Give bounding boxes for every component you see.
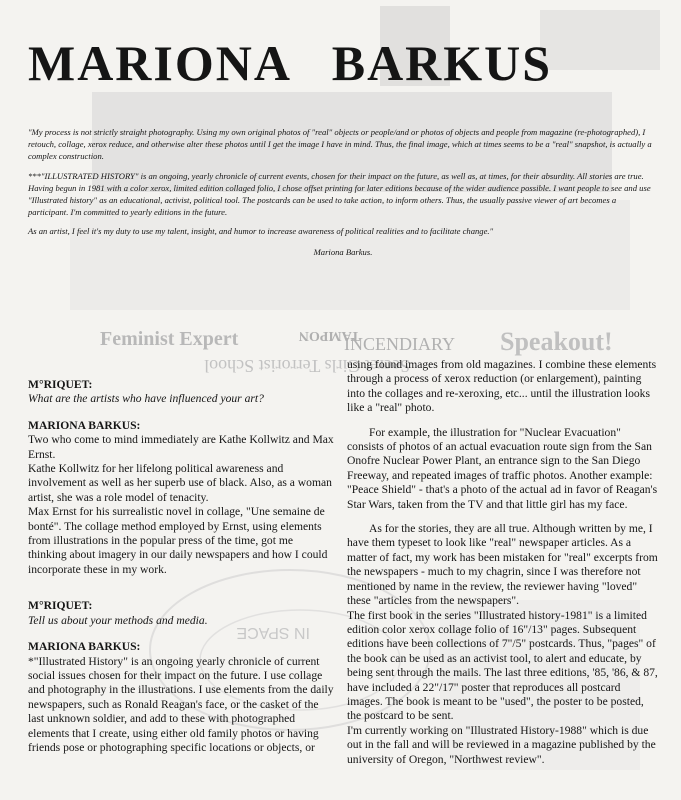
answer-paragraph: Max Ernst for his surrealistic novel in collage, "Une semaine de bonté". The collage method employed by Ernst, using elements from illustrations in the popular press of the time, got me thinking about imagery in our daily newspapers and how I could incorporate these in my work.	[28, 505, 328, 576]
artist-label: MARIONA BARKUS:	[28, 640, 141, 654]
bg-text-school: Secret Girls Terrorist School	[204, 356, 410, 376]
interviewer-label: M°RIQUET:	[28, 378, 93, 391]
statement-signature: Mariona Barkus.	[313, 246, 373, 257]
artist-statement	[28, 126, 658, 265]
interviewer-label: M°RIQUET:	[28, 599, 93, 613]
bg-text-incendiary: INCENDIARY	[344, 334, 455, 354]
statement-paragraph: As an artist, I feel it's my duty to use my talent, insight, and humor to increase awareness of political realities and to facilitate change."	[28, 226, 494, 237]
statement-paragraph: ***"ILLUSTRATED HISTORY" is an ongoing, yearly chronicle of current events, chosen for their impact on the future, as well as, at times, for their absurdity. All stories are true. Having begun in 1981 with a color xerox, limited edition collaged folio, I chose offset printing for later editions because of the wider audience possible. I want people to see and use "Illustrated history" as an educational, activist, political tool. The postcards can be used to take action, to inform others. Thus, the usually passive viewer of art becomes a participant. I'm committed to yearly editions in the future.	[28, 170, 651, 218]
answer-paragraph: Two who come to mind immediately are Kathe Kollwitz and Max Ernst.	[28, 433, 334, 461]
bg-text-space: IN SPACE	[236, 624, 310, 641]
bg-text-feminist: Feminist Expert	[100, 328, 239, 350]
answer-paragraph: using found images from old magazines. I combine these elements through a process of xerox reduction (or enlargement), painting into the collages and re-xeroxing, etc... until the illustration looks like a "real" photo.	[347, 358, 657, 415]
answer-paragraph: Kathe Kollwitz for her lifelong political awareness and involvement as well as her superb use of black. Also, as a woman artist, she was a role model of tenacity.	[28, 462, 332, 504]
statement-paragraph: "My process is not strictly straight photography. Using my own original photos of "real" objects or people/and or photos of objects and people from magazine (re-photographed), I retouch, collage, xerox reduce, and otherwise alter these photos until I get the image I have in mind. Thus, the final image, which at times seems to be a "real" snapshot, is actually a complex construction.	[28, 127, 652, 162]
answer-paragraph: As for the stories, they are all true. Although written by me, I have them typeset to look like "real" newspaper articles. As a matter of fact, my work has been mistaken for "real" excerpts from the newspapers - much to my chagrin, since I was therefore not mentioned by name in the review, the reviewer having "loved" these "articles from the newspapers".	[347, 522, 658, 608]
page-title: MARIONA BARKUS	[28, 35, 553, 91]
bg-text-tampon: TAMPON	[298, 328, 360, 343]
answer-paragraph: For example, the illustration for "Nuclear Evacuation" consists of photos of an actual evacuation route sign from the San Onofre Nuclear Power Plant, an entrance sign to the San Diego Freeway, and repeated images of traffic photos. Another example: "Peace Shield" - that's a photo of the actual ad in favor of Reagan's Star Wars, taken from the TV and that little girl has my face.	[347, 425, 658, 511]
bg-text-speakout: Speakout!	[500, 327, 613, 356]
artist-label: MARIONA BARKUS:	[28, 418, 141, 432]
interview-column-right	[347, 358, 659, 767]
interview-question: Tell us about your methods and media.	[28, 613, 208, 627]
answer-paragraph: The first book in the series "Illustrated history-1981" is a limited edition color xerox collage folio of 16"/13" pages. Subsequent editions have been collections of 7"/5" postcards. Thus, "pages" of the book can be used as an activist tool, to alert and educate, by being sent through the mails. The last three editions, '85, '86, & 87, have included a 22"/17" poster that reproduces all postcard images. The book is meant to be "used", the poster to be posted, the postcard to be sent.	[347, 608, 658, 723]
answer-paragraph: *"Illustrated History" is an ongoing yearly chronicle of current social issues chosen for their impact on the future. I use collage and photography in the illustrations. I use elements from the daily newspapers, such as Ronald Reagan's face, or the casket of the last unknown soldier, and add to these with photographed elements that I create, using either old family photos or having friends pose or photographing specific locations or objects, or	[28, 654, 334, 754]
answer-paragraph: I'm currently working on "Illustrated History-1988" which is due out in the fall and will be reviewed in a magazine published by the university of Oregon, "Northwest review".	[347, 723, 656, 766]
interview-question: What are the artists who have influenced your art?	[28, 392, 264, 406]
interview-column-left	[28, 378, 334, 755]
